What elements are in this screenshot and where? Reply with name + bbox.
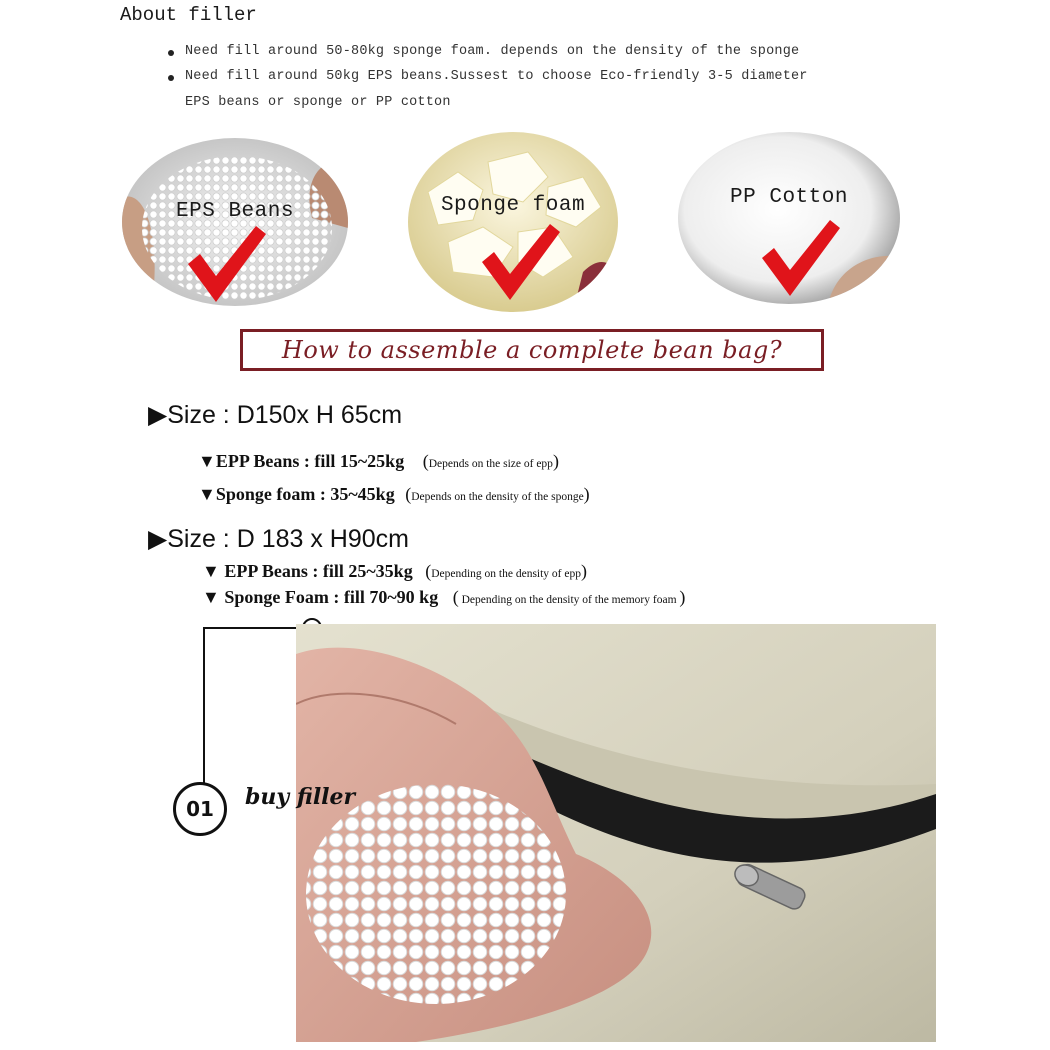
size2-fill-sponge <box>202 587 685 608</box>
filler-note-3: EPS beans or sponge or PP cotton <box>185 95 451 110</box>
fill-note: Depends on the density of the sponge <box>411 491 584 503</box>
paren-close: ) <box>679 587 686 607</box>
fill-note: Depends on the size of epp <box>428 458 553 470</box>
bullet-dot <box>168 75 174 81</box>
fill-note: Depending on the density of the memory foam <box>458 594 680 606</box>
size1-fill-epp <box>198 451 559 472</box>
paren-close: ) <box>583 484 590 504</box>
checkmark-icon <box>760 218 840 298</box>
filling-photo <box>296 624 936 1042</box>
filler-label-sponge: Sponge foam <box>440 194 586 217</box>
fill-label: ▼ EPP Beans : fill 25~35kg <box>202 561 413 581</box>
assemble-title-box <box>240 329 824 371</box>
fill-note: Depending on the density of epp <box>431 568 581 580</box>
size-title-2: ▶Size : D 183 x H90cm <box>148 525 409 553</box>
step-label: buy filler <box>245 784 356 810</box>
paren-close: ) <box>581 561 587 581</box>
filler-note-1: Need fill around 50-80kg sponge foam. depends on the density of the sponge <box>185 44 800 59</box>
paren-open: ( <box>405 484 412 504</box>
filling-illustration <box>296 624 936 1042</box>
size2-fill-epp <box>202 561 587 582</box>
fill-label: ▼EPP Beans : fill 15~25kg <box>198 451 405 471</box>
filler-label-cotton: PP Cotton <box>730 186 848 209</box>
filler-label-eps: EPS Beans <box>176 200 294 223</box>
paren-open: ( <box>422 451 429 471</box>
about-heading: About filler <box>120 4 257 26</box>
fill-label: ▼Sponge foam : 35~45kg <box>198 484 395 504</box>
checkmark-icon <box>480 222 560 302</box>
paren-open: ( <box>452 587 459 607</box>
paren-open: ( <box>425 561 432 581</box>
bullet-dot <box>168 50 174 56</box>
size1-fill-sponge <box>198 484 590 505</box>
filler-note-2: Need fill around 50kg EPS beans.Sussest to choose Eco-friendly 3-5 diameter <box>185 69 808 84</box>
size-title-1: ▶Size : D150x H 65cm <box>148 401 403 429</box>
paren-close: ) <box>552 451 559 471</box>
assemble-title: How to assemble a complete bean bag? <box>281 336 783 364</box>
step-number-badge: 01 <box>173 782 227 836</box>
fill-label: ▼ Sponge Foam : fill 70~90 kg <box>202 587 439 607</box>
checkmark-icon <box>186 224 266 304</box>
